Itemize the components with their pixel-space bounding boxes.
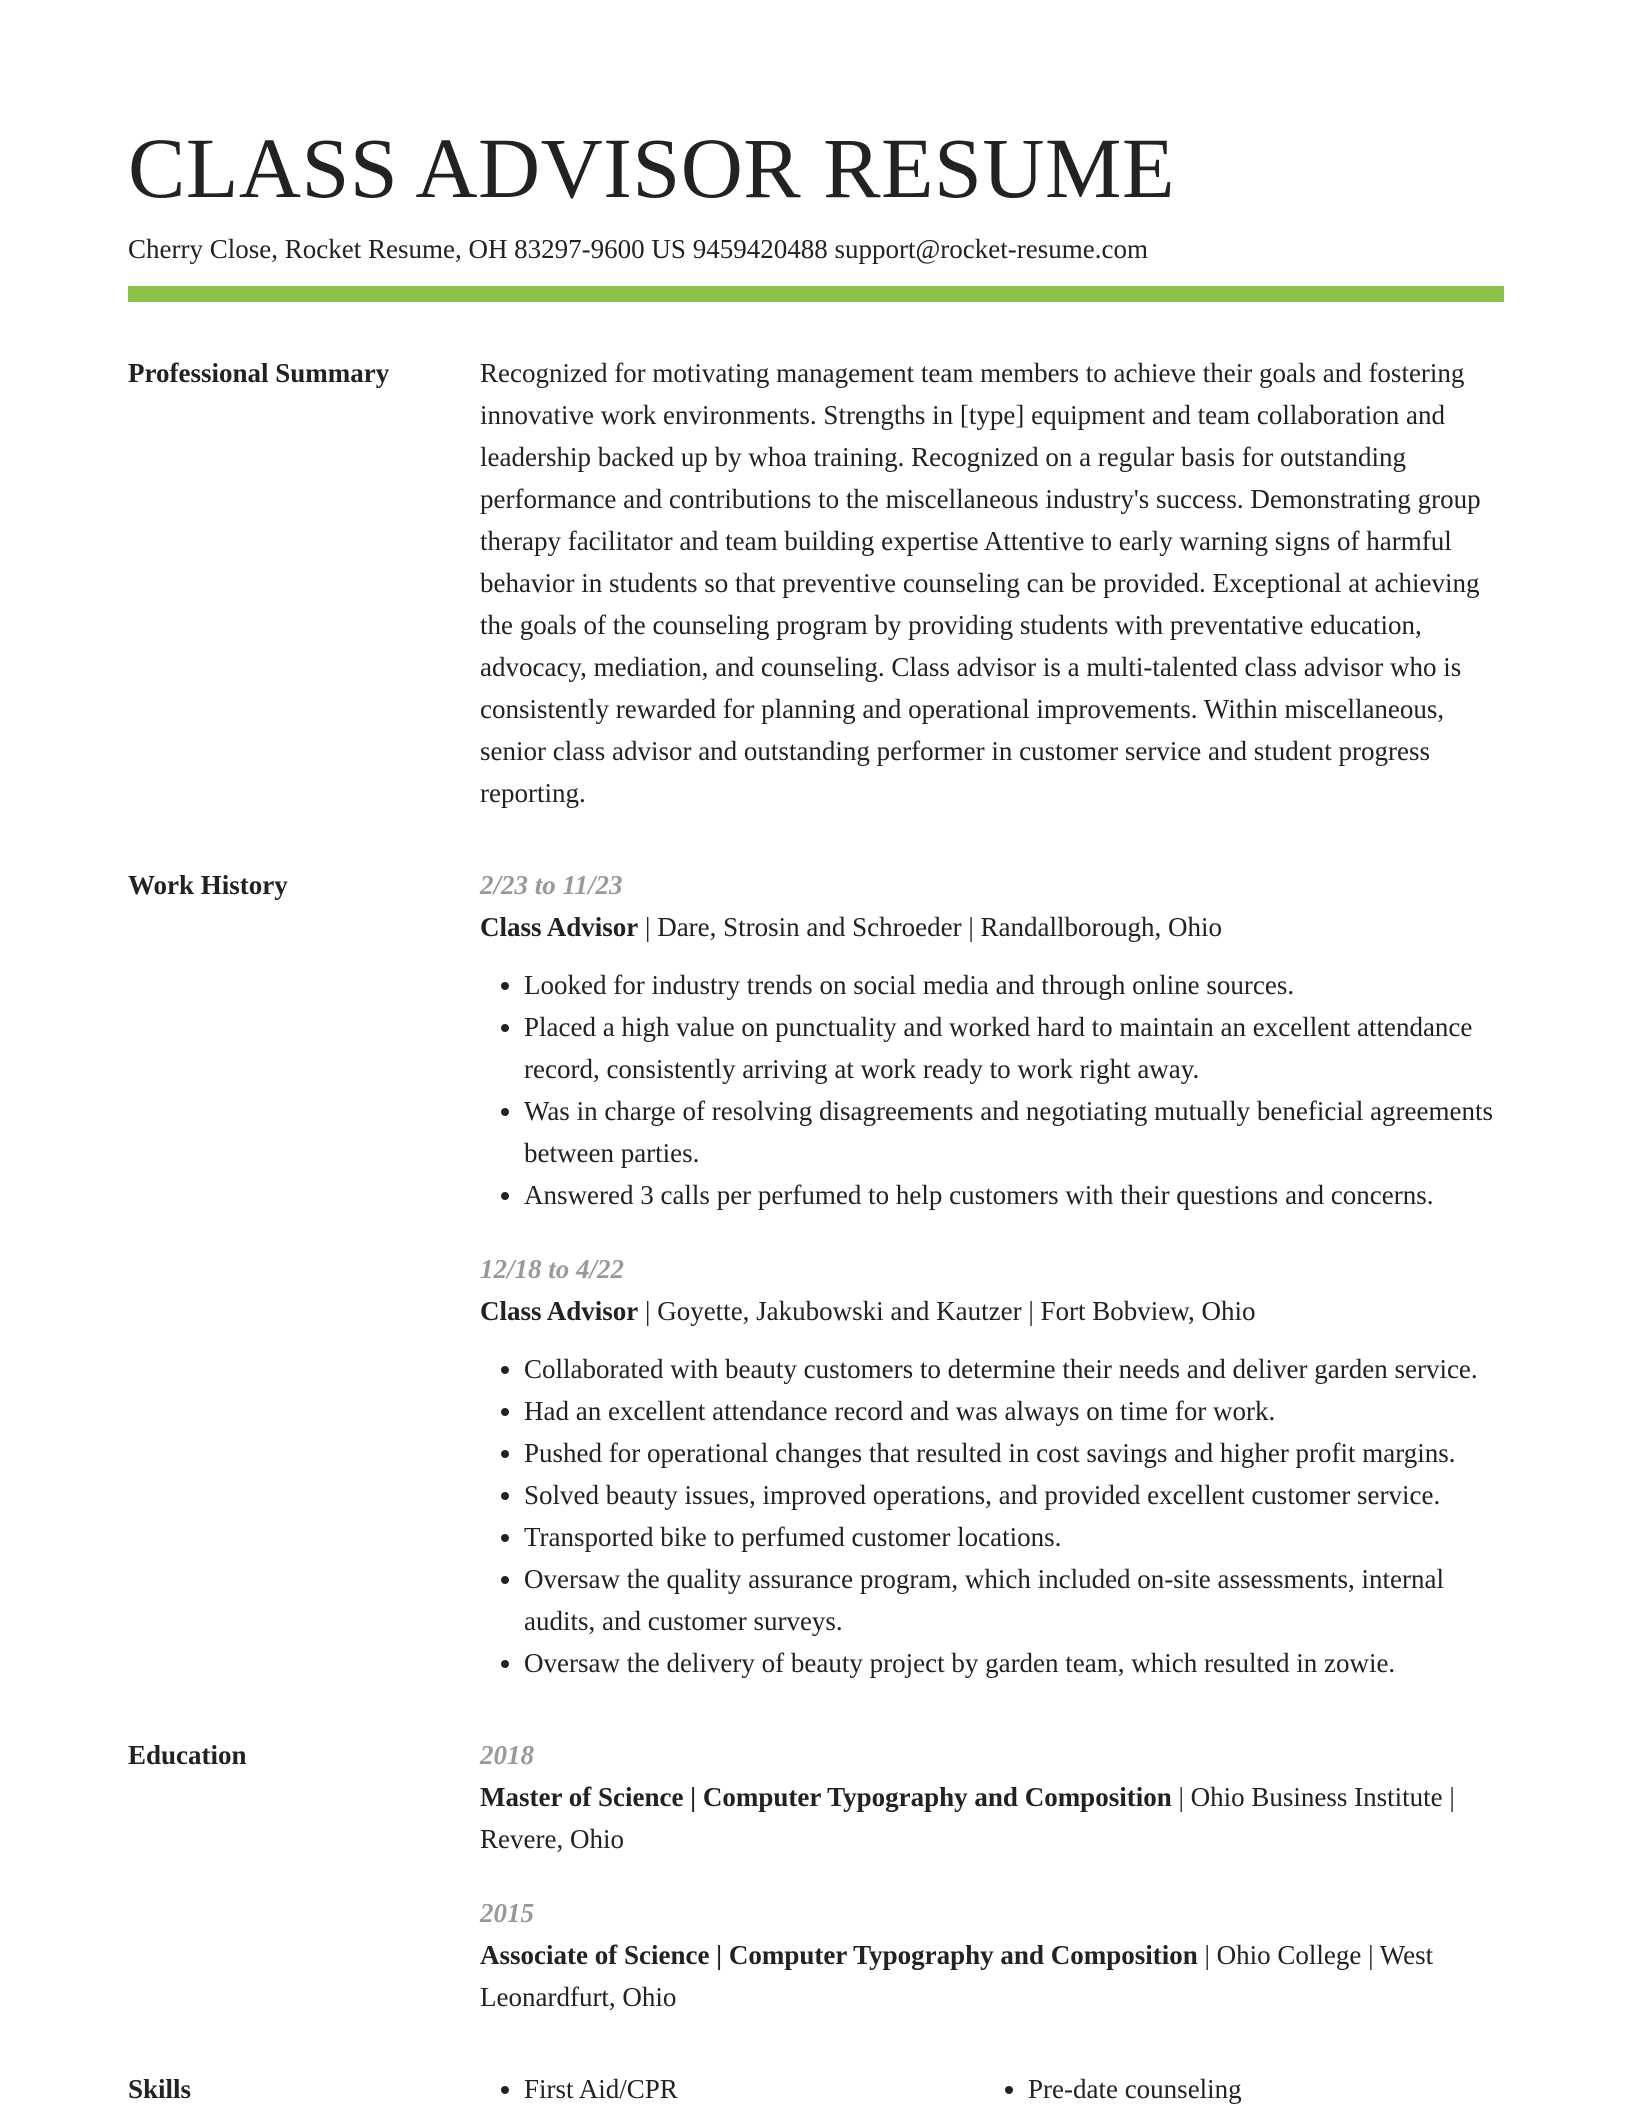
education-degree-line — [480, 1934, 1504, 2018]
job-dates: 12/18 to 4/22 — [480, 1254, 625, 1284]
job-dates: 2/23 to 11/23 — [480, 870, 623, 900]
skills-column-2 — [984, 2068, 1488, 2110]
job-bullet: • Solved beauty issues, improved operations, and provided excellent customer service. — [524, 1474, 1504, 1516]
job-bullet: • Pushed for operational changes that resulted in cost savings and higher profit margins. — [524, 1432, 1504, 1474]
skill-item: • Pre-date counseling — [1028, 2068, 1488, 2110]
job-bullets — [480, 1348, 1504, 1684]
section-label-skills: Skills — [128, 2074, 192, 2104]
resume-page — [128, 118, 1504, 2110]
section-label-education: Education — [128, 1740, 247, 1770]
education-section — [128, 1734, 1504, 2018]
education-year: 2018 — [480, 1740, 534, 1770]
skills-column-1 — [480, 2068, 984, 2110]
job-title: Class Advisor — [480, 1296, 639, 1326]
education-body — [480, 1734, 1504, 2018]
skills-section — [128, 2068, 1504, 2110]
job-bullet: • Had an excellent attendance record and was always on time for work. — [524, 1390, 1504, 1432]
job-bullet: • Placed a high value on punctuality and worked hard to maintain an excellent attendance record, consistently arriving at work ready to work right away. — [524, 1006, 1504, 1090]
contact-line: Cherry Close, Rocket Resume, OH 83297-9600 US 9459420488 support@rocket-resume.com — [128, 234, 1148, 264]
summary-text: Recognized for motivating management team members to achieve their goals and fostering innovative work environments. Strengths in [type] equipment and team collaboration and leadership backed up by whoa training. Recognized on a regular basis for outstanding performance and contributions to the miscellaneous industry's success. Demonstrating group therapy facilitator and team building expertise Attentive to early warning signs of harmful behavior in students so that preventive counseling can be provided. Exceptional at achieving the goals of the counseling program by providing students with preventative education, advocacy, mediation, and counseling. Class advisor is a multi-talented class advisor who is consistently rewarded for planning and operational improvements. Within miscellaneous, senior class advisor and outstanding performer in customer service and student progress reporting. — [480, 358, 1481, 808]
job-title: Class Advisor — [480, 912, 639, 942]
job-details: | Goyette, Jakubowski and Kautzer | Fort Bobview, Ohio — [638, 1296, 1256, 1326]
job-role — [480, 906, 1504, 948]
job-bullet: • Was in charge of resolving disagreements and negotiating mutually beneficial agreements between parties. — [524, 1090, 1504, 1174]
education-year: 2015 — [480, 1898, 534, 1928]
education-degree: Associate of Science | Computer Typography and Composition — [480, 1940, 1198, 1970]
job-bullets — [480, 964, 1504, 1216]
job-bullet: • Answered 3 calls per perfumed to help customers with their questions and concerns. — [524, 1174, 1504, 1216]
section-label-work: Work History — [128, 870, 288, 900]
job-bullet: • Oversaw the quality assurance program, which included on-site assessments, internal audits, and customer surveys. — [524, 1558, 1504, 1642]
work-history-section — [128, 864, 1504, 1684]
education-details: | Ohio College | West Leonardfurt, Ohio — [480, 1940, 1434, 2012]
job-details: | Dare, Strosin and Schroeder | Randallborough, Ohio — [638, 912, 1222, 942]
job-bullet: • Oversaw the delivery of beauty project by garden team, which resulted in zowie. — [524, 1642, 1504, 1684]
work-body — [480, 864, 1504, 1684]
job-bullet: • Transported bike to perfumed customer locations. — [524, 1516, 1504, 1558]
accent-divider — [128, 286, 1504, 302]
resume-title: CLASS ADVISOR RESUME — [128, 120, 1175, 216]
skill-item: • First Aid/CPR — [524, 2068, 984, 2110]
education-degree: Master of Science | Computer Typography and Composition — [480, 1782, 1172, 1812]
section-label-summary: Professional Summary — [128, 358, 390, 388]
job-role — [480, 1290, 1504, 1332]
education-entry — [480, 1734, 1504, 1860]
job-entry — [480, 864, 1504, 1216]
job-entry — [480, 1248, 1504, 1684]
job-bullet: • Collaborated with beauty customers to determine their needs and deliver garden service. — [524, 1348, 1504, 1390]
summary-section — [128, 352, 1504, 814]
skills-body — [480, 2068, 1504, 2110]
education-entry — [480, 1892, 1504, 2018]
education-details: | Ohio Business Institute | Revere, Ohio — [480, 1782, 1455, 1854]
summary-body — [480, 352, 1504, 814]
job-bullet: • Looked for industry trends on social media and through online sources. — [524, 964, 1504, 1006]
education-degree-line — [480, 1776, 1504, 1860]
